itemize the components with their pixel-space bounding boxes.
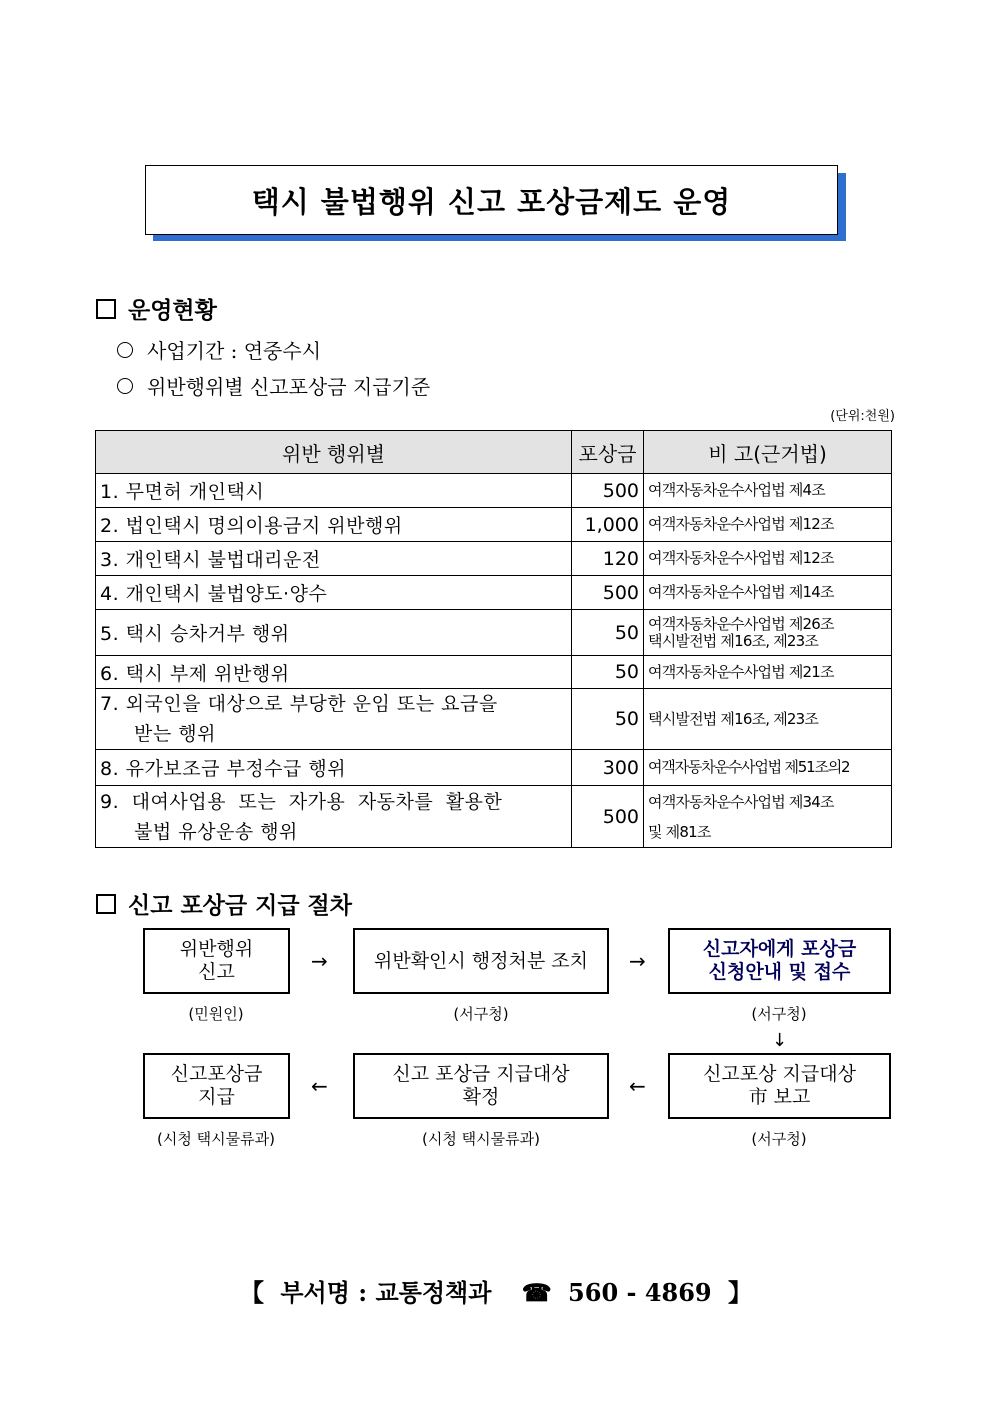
section-heading-label: 운영현황 <box>128 297 217 324</box>
footer-contact <box>0 1273 992 1308</box>
section-heading-label: 신고 포상금 지급 절차 <box>128 892 352 919</box>
bracket-open: 【 <box>240 1278 265 1307</box>
amount-cell: 1,000 <box>572 508 644 542</box>
arrow-left-icon: ← <box>629 1074 646 1098</box>
table-row <box>96 576 892 610</box>
flow-step-line: 위반행위 <box>179 938 254 960</box>
flow-step-payment <box>143 1053 290 1119</box>
flow-step-city-report <box>668 1053 891 1119</box>
flow-step-admin-action <box>353 928 609 994</box>
note-cell: 여객자동차운수사업법 제12조 <box>644 508 892 542</box>
checkbox-square-icon <box>96 894 116 914</box>
flow-step-line: 확정 <box>462 1086 500 1108</box>
reward-table <box>95 430 892 848</box>
table-row <box>96 508 892 542</box>
note-cell <box>644 610 892 656</box>
flow-step-line: 市 보고 <box>748 1086 811 1108</box>
violation-cell <box>96 689 572 750</box>
column-header: 비 고(근거법) <box>644 431 892 474</box>
flow-step-line: 신청안내 및 접수 <box>708 961 851 983</box>
amount-cell: 120 <box>572 542 644 576</box>
column-header: 포상금 <box>572 431 644 474</box>
list-item-text: 위반행위별 신고포상금 지급기준 <box>147 375 431 399</box>
violation-line-continued: 불법 유상운송 행위 <box>134 820 298 843</box>
table-header-row <box>96 431 892 474</box>
flow-step-line: 위반확인시 행정처분 조치 <box>374 949 588 972</box>
note-line: 여객자동차운수사업법 제26조 <box>648 614 834 633</box>
flow-agency-caption: (서구청) <box>453 1005 509 1023</box>
arrow-down-icon: ↓ <box>772 1030 788 1051</box>
table-row <box>96 750 892 786</box>
note-cell: 여객자동차운수사업법 제51조의2 <box>644 750 892 786</box>
circle-bullet-icon <box>117 378 133 394</box>
violation-line: 9. 대여사업용 또는 자가용 자동차를 활용한 <box>100 790 503 813</box>
phone-icon: ☎ <box>521 1278 552 1307</box>
flow-agency-caption: (시청 택시물류과) <box>422 1130 540 1148</box>
bracket-close: 】 <box>727 1278 752 1307</box>
flow-step-line: 신고 <box>198 961 235 983</box>
flow-step-confirm <box>353 1053 609 1119</box>
note-line: 및 제81조 <box>648 822 711 841</box>
section-heading-procedure <box>96 887 352 920</box>
note-cell: 여객자동차운수사업법 제4조 <box>644 474 892 508</box>
amount-cell: 50 <box>572 689 644 750</box>
note-cell: 여객자동차운수사업법 제12조 <box>644 542 892 576</box>
flow-step-line: 신고포상 지급대상 <box>703 1063 856 1085</box>
note-cell: 여객자동차운수사업법 제14조 <box>644 576 892 610</box>
flow-step-line: 신고포상금 <box>170 1063 263 1085</box>
flow-agency-caption: (민원인) <box>188 1005 244 1023</box>
amount-cell: 50 <box>572 656 644 689</box>
note-line: 여객자동차운수사업법 제34조 <box>648 792 834 811</box>
circle-bullet-icon <box>117 342 133 358</box>
department-label: 부서명 : 교통정책과 <box>280 1278 492 1307</box>
note-cell: 택시발전법 제16조, 제23조 <box>644 689 892 750</box>
amount-cell: 50 <box>572 610 644 656</box>
violation-line: 7. 외국인을 대상으로 부당한 운임 또는 요금을 <box>100 693 498 715</box>
flow-step-application <box>668 928 891 994</box>
flow-agency-caption: (시청 택시물류과) <box>157 1130 275 1148</box>
violation-cell: 5. 택시 승차거부 행위 <box>96 610 572 656</box>
violation-cell: 1. 무면허 개인택시 <box>96 474 572 508</box>
violation-cell: 6. 택시 부제 위반행위 <box>96 656 572 689</box>
amount-cell: 500 <box>572 474 644 508</box>
checkbox-square-icon <box>96 299 116 319</box>
flow-step-line: 지급 <box>198 1086 235 1108</box>
flow-step-line: 신고 포상금 지급대상 <box>392 1063 570 1085</box>
list-item-period <box>117 335 321 364</box>
section-heading-status <box>96 292 217 325</box>
list-item-criteria <box>117 371 430 400</box>
flow-agency-caption: (서구청) <box>751 1005 807 1023</box>
table-row <box>96 689 892 750</box>
table-row <box>96 610 892 656</box>
note-line: 택시발전법 제16조, 제23조 <box>648 631 819 650</box>
table-row <box>96 656 892 689</box>
note-cell: 여객자동차운수사업법 제21조 <box>644 656 892 689</box>
violation-cell: 8. 유가보조금 부정수급 행위 <box>96 750 572 786</box>
arrow-right-icon: → <box>629 949 646 973</box>
column-header: 위반 행위별 <box>96 431 572 474</box>
arrow-left-icon: ← <box>311 1074 328 1098</box>
page-title: 택시 불법행위 신고 포상금제도 운영 <box>145 165 838 235</box>
table-row <box>96 542 892 576</box>
flow-step-report <box>143 928 290 994</box>
amount-cell: 500 <box>572 786 644 848</box>
table-row <box>96 474 892 508</box>
flow-agency-caption: (서구청) <box>751 1130 807 1148</box>
violation-cell: 3. 개인택시 불법대리운전 <box>96 542 572 576</box>
flow-step-line: 신고자에게 포상금 <box>702 938 857 960</box>
list-item-text: 사업기간 : 연중수시 <box>147 339 322 363</box>
violation-cell <box>96 786 572 848</box>
violation-line-continued: 받는 행위 <box>134 723 216 745</box>
unit-note: (단위:천원) <box>830 409 895 424</box>
note-cell <box>644 786 892 848</box>
violation-cell: 2. 법인택시 명의이용금지 위반행위 <box>96 508 572 542</box>
table-row <box>96 786 892 848</box>
arrow-right-icon: → <box>311 949 328 973</box>
amount-cell: 500 <box>572 576 644 610</box>
violation-cell: 4. 개인택시 불법양도·양수 <box>96 576 572 610</box>
phone-number: 560 - 4869 <box>568 1278 712 1307</box>
amount-cell: 300 <box>572 750 644 786</box>
